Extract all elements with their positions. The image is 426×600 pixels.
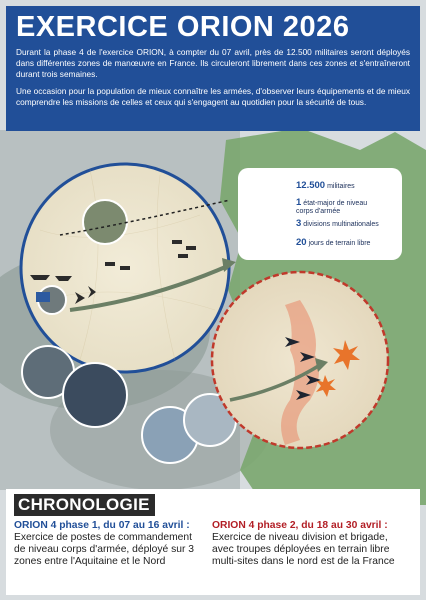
stat-militaires <box>296 182 355 191</box>
stat-etat-major <box>296 199 386 216</box>
chronology-panel <box>6 489 420 595</box>
stat-label: divisions multinationales <box>303 221 379 228</box>
intro-paragraph-2: Une occasion pour la population de mieux connaître les armées, d'observer leurs équipements et de mieux comprendre les missions de celles et ceux qui s'engagent au quotidien pour la sécurité de tous. <box>16 86 410 107</box>
stat-label: militaires <box>327 183 355 190</box>
stat-label: état-major de niveau corps d'armée <box>296 200 368 215</box>
page-title: EXERCICE ORION 2026 <box>16 11 350 43</box>
header-banner <box>6 6 420 131</box>
phase-2-block <box>212 520 412 568</box>
phase-1-text: Exercice de postes de commandement de niveau corps d'armée, déployé sur 3 zones entre l'Aquitaine et le Nord <box>14 532 194 567</box>
stat-value: 20 <box>296 237 307 248</box>
stat-divisions <box>296 220 379 229</box>
nato-flag-icon <box>36 292 50 302</box>
phase-2-heading: ORION 4 phase 2, du 18 au 30 avril : <box>212 520 388 531</box>
phase-2-text: Exercice de niveau division et brigade, avec troupes déployées en terrain libre multi-sites dans le nord est de la France <box>212 532 395 567</box>
phase-1-block <box>14 520 204 568</box>
stat-label: jours de terrain libre <box>308 240 371 247</box>
stats-box <box>238 168 402 260</box>
stat-value: 1 <box>296 197 302 208</box>
chronology-title: CHRONOLOGIE <box>14 494 155 516</box>
stat-jours <box>296 239 370 248</box>
intro-paragraph-1: Durant la phase 4 de l'exercice ORION, à compter du 07 avril, près de 12.500 militaires seront déployés dans différentes zones de manœuvre en France. Ils circuleront librement dans ces zones et s'entraîneront durant trois semaines. <box>16 47 410 79</box>
stat-value: 12.500 <box>296 180 326 191</box>
phase-1-heading: ORION 4 phase 1, du 07 au 16 avril : <box>14 520 190 531</box>
stat-value: 3 <box>296 218 302 229</box>
